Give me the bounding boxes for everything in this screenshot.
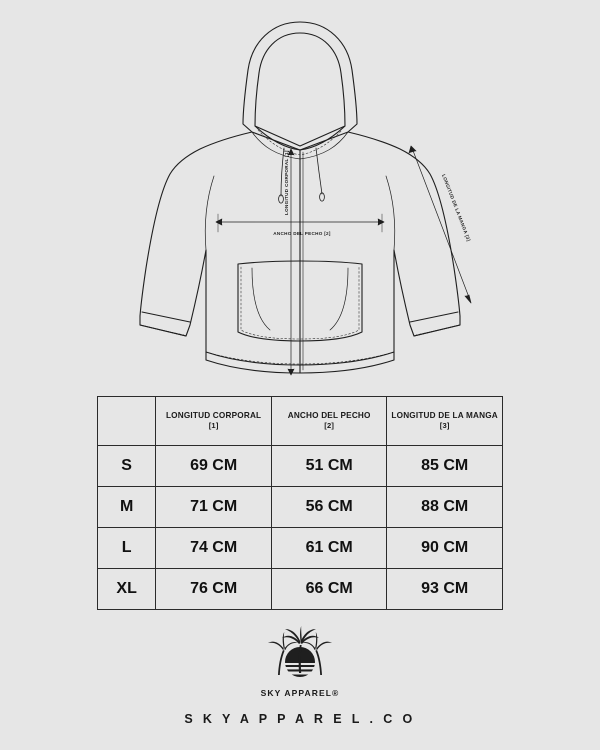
- measure-label-body-length: LONGITUD CORPORAL [1]: [284, 150, 289, 215]
- header-size: [98, 397, 156, 446]
- cell-sleeve-length-xl: 93 CM: [387, 569, 503, 610]
- palm-trees-sun-logo: [261, 625, 339, 687]
- header-body-length-sub: [1]: [208, 421, 219, 431]
- header-sleeve-length-sub: [3]: [439, 421, 450, 431]
- measure-label-sleeve-length: LONGITUD DE LA MANGA [3]: [441, 173, 472, 243]
- table-row: [98, 446, 503, 487]
- header-chest-width-sub: [2]: [324, 421, 335, 431]
- cell-sleeve-length-l: 90 CM: [387, 528, 503, 569]
- header-sleeve-length: [387, 397, 503, 446]
- cell-body-length-l: 74 CM: [156, 528, 272, 569]
- table-row: [98, 487, 503, 528]
- size-table-body: [98, 446, 503, 610]
- measure-label-chest-width: ANCHO DEL PECHO [2]: [273, 231, 331, 236]
- brand-block: [0, 625, 600, 698]
- brand-url: S K Y A P P A R E L . C O: [184, 712, 416, 726]
- table-row: [98, 569, 503, 610]
- cell-size-s: S: [98, 446, 156, 487]
- cell-size-m: M: [98, 487, 156, 528]
- size-table: [97, 396, 503, 610]
- cell-size-xl: XL: [98, 569, 156, 610]
- cell-body-length-xl: 76 CM: [156, 569, 272, 610]
- cell-size-l: L: [98, 528, 156, 569]
- cell-body-length-m: 71 CM: [156, 487, 272, 528]
- cell-sleeve-length-m: 88 CM: [387, 487, 503, 528]
- cell-chest-width-xl: 66 CM: [271, 569, 386, 610]
- header-body-length: [156, 397, 272, 446]
- cell-sleeve-length-s: 85 CM: [387, 446, 503, 487]
- table-header-row: [98, 397, 503, 446]
- cell-body-length-s: 69 CM: [156, 446, 272, 487]
- table-row: [98, 528, 503, 569]
- brand-name: SKY APPAREL®: [260, 688, 340, 698]
- header-body-length-main: LONGITUD CORPORAL: [165, 411, 262, 421]
- header-sleeve-length-main: LONGITUD DE LA MANGA: [391, 411, 498, 421]
- header-chest-width-main: ANCHO DEL PECHO: [287, 411, 371, 421]
- header-chest-width: [271, 397, 386, 446]
- cell-chest-width-m: 56 CM: [271, 487, 386, 528]
- cell-chest-width-l: 61 CM: [271, 528, 386, 569]
- cell-chest-width-s: 51 CM: [271, 446, 386, 487]
- size-table-head: [98, 397, 503, 446]
